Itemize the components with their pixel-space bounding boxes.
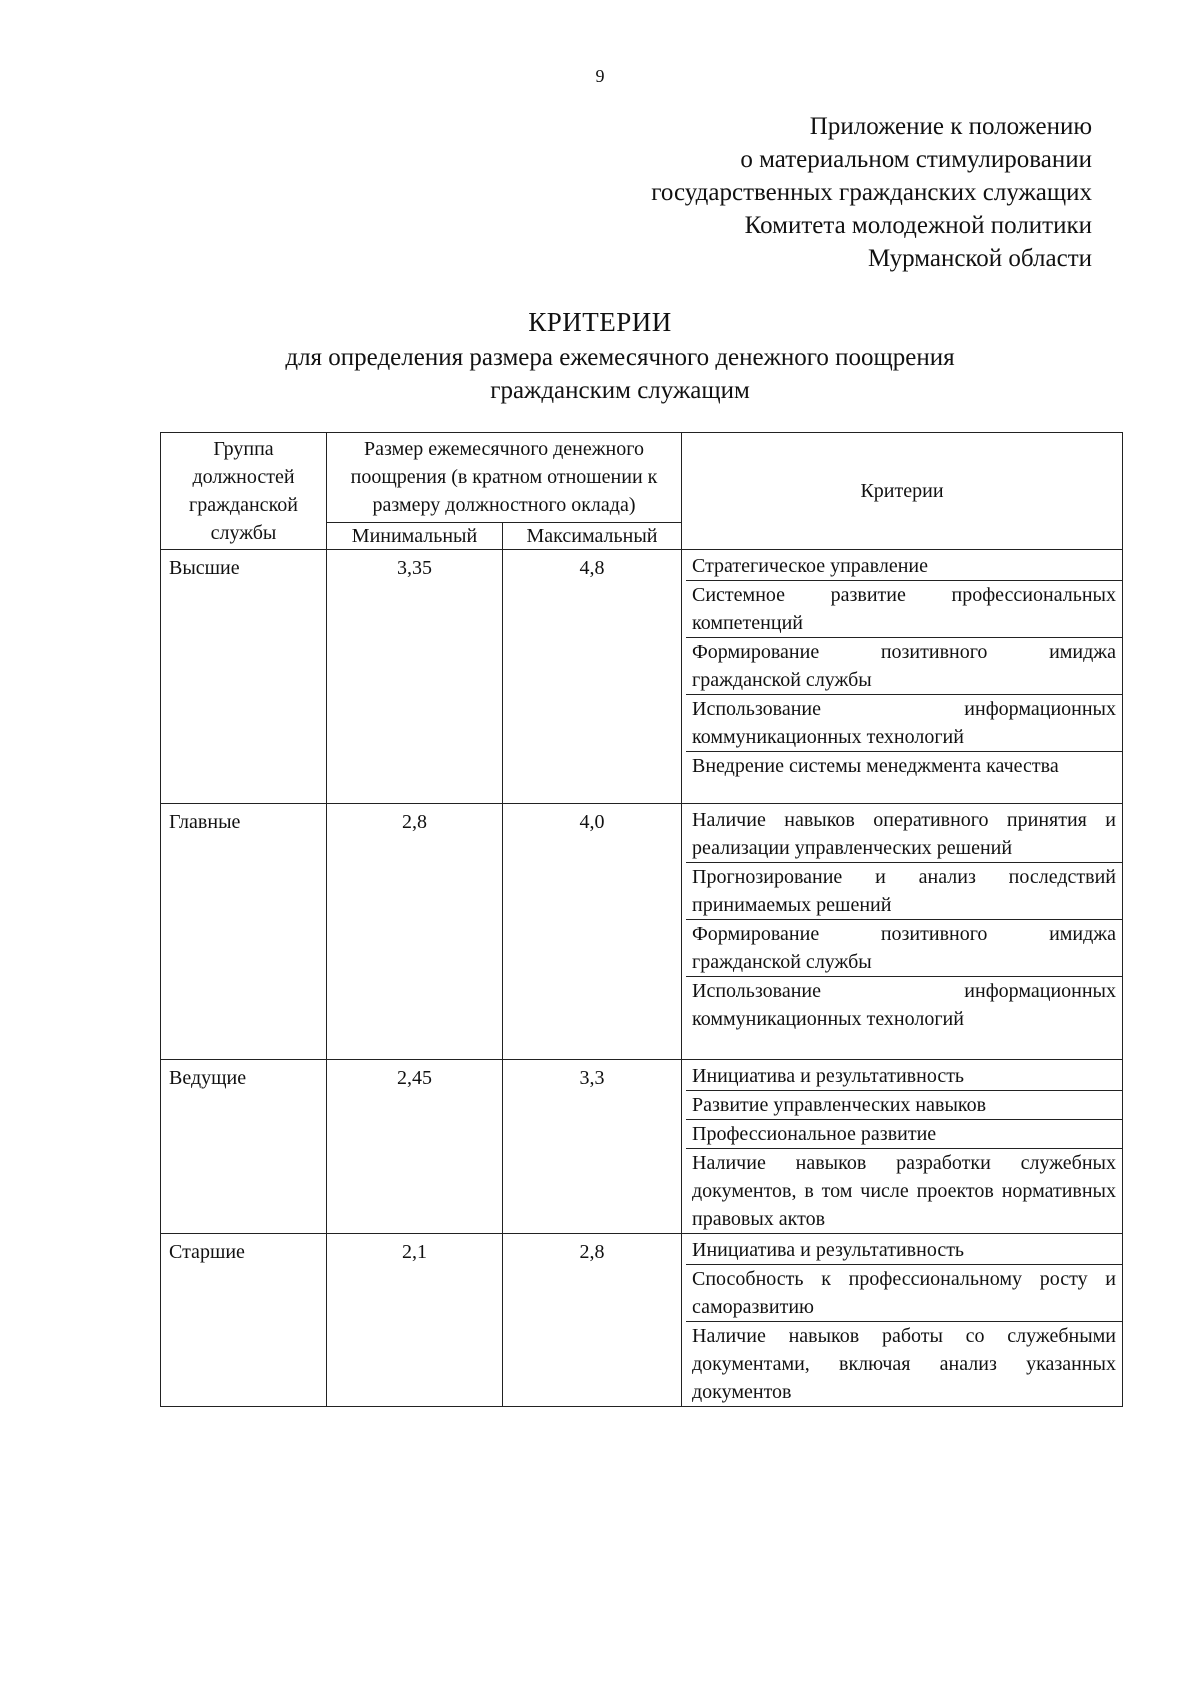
table-row — [161, 1234, 1123, 1407]
criteria-cell — [682, 550, 1123, 804]
header-group: Группа должностей гражданской службы — [161, 433, 327, 550]
criteria-list — [686, 1062, 1118, 1233]
min-value: 2,1 — [327, 1234, 503, 1407]
appendix-line: о материальном стимулировании — [740, 146, 1092, 173]
criteria-item: Внедрение системы менеджмента качества — [692, 755, 1059, 777]
criteria-item: Наличие навыков разработки служебных документов, в том числе проектов нормативных правовых актов — [692, 1152, 1116, 1230]
criteria-list — [686, 552, 1118, 780]
min-value: 2,8 — [327, 804, 503, 1060]
criteria-item: Формирование позитивного имиджа гражданской службы — [686, 920, 1122, 977]
criteria-item: Инициатива и результативность — [686, 1062, 1122, 1091]
table-row — [161, 804, 1123, 1060]
criteria-item: Наличие навыков работы со служебными документами, включая анализ указанных документов — [692, 1325, 1116, 1403]
criteria-item: Наличие навыков оперативного принятия и реализации управленческих решений — [686, 806, 1122, 863]
header-min: Минимальный — [327, 522, 503, 549]
appendix-line: государственных гражданских служащих — [651, 179, 1092, 206]
max-value: 2,8 — [503, 1234, 682, 1407]
appendix-line: Мурманской области — [867, 245, 1092, 272]
criteria-item: Стратегическое управление — [686, 552, 1122, 581]
max-value: 4,0 — [503, 804, 682, 1060]
appendix-line: Комитета молодежной политики — [744, 212, 1092, 239]
criteria-cell — [682, 804, 1123, 1060]
min-value: 3,35 — [327, 550, 503, 804]
criteria-cell — [682, 1234, 1123, 1407]
criteria-item: Прогнозирование и анализ последствий принимаемых решений — [686, 863, 1122, 920]
appendix-line: Приложение к положению — [809, 113, 1092, 140]
criteria-item: Инициатива и результативность — [686, 1236, 1122, 1265]
criteria-item: Способность к профессиональному росту и саморазвитию — [686, 1265, 1122, 1322]
page-number: 9 — [595, 66, 605, 86]
criteria-cell — [682, 1060, 1123, 1234]
group-name: Главные — [161, 804, 327, 1060]
group-name: Высшие — [161, 550, 327, 804]
criteria-list — [686, 1236, 1118, 1406]
criteria-item: Развитие управленческих навыков — [686, 1091, 1122, 1120]
criteria-item: Использование информационных коммуникационных технологий — [686, 695, 1122, 752]
group-name: Ведущие — [161, 1060, 327, 1234]
criteria-item: Профессиональное развитие — [686, 1120, 1122, 1149]
max-value: 4,8 — [503, 550, 682, 804]
header-criteria: Критерии — [682, 433, 1123, 550]
group-name: Старшие — [161, 1234, 327, 1407]
criteria-item: Использование информационных коммуникационных технологий — [692, 980, 1116, 1030]
max-value: 3,3 — [503, 1060, 682, 1234]
criteria-item: Формирование позитивного имиджа гражданской службы — [686, 638, 1122, 695]
title-block — [0, 303, 1200, 407]
appendix-header — [651, 110, 1092, 275]
criteria-item: Системное развитие профессиональных компетенций — [686, 581, 1122, 638]
header-size: Размер ежемесячного денежного поощрения (в кратном отношении к размеру должностного оклада) — [327, 433, 682, 523]
criteria-table — [160, 432, 1123, 1407]
table-row — [161, 1060, 1123, 1234]
header-max: Максимальный — [503, 522, 682, 549]
table-row — [161, 550, 1123, 804]
document-subtitle-line: для определения размера ежемесячного денежного поощрения — [285, 344, 955, 371]
document-subtitle-line: гражданским служащим — [490, 377, 750, 404]
min-value: 2,45 — [327, 1060, 503, 1234]
table-header-row — [161, 433, 1123, 523]
document-title: КРИТЕРИИ — [528, 307, 672, 337]
criteria-list — [686, 806, 1118, 1033]
